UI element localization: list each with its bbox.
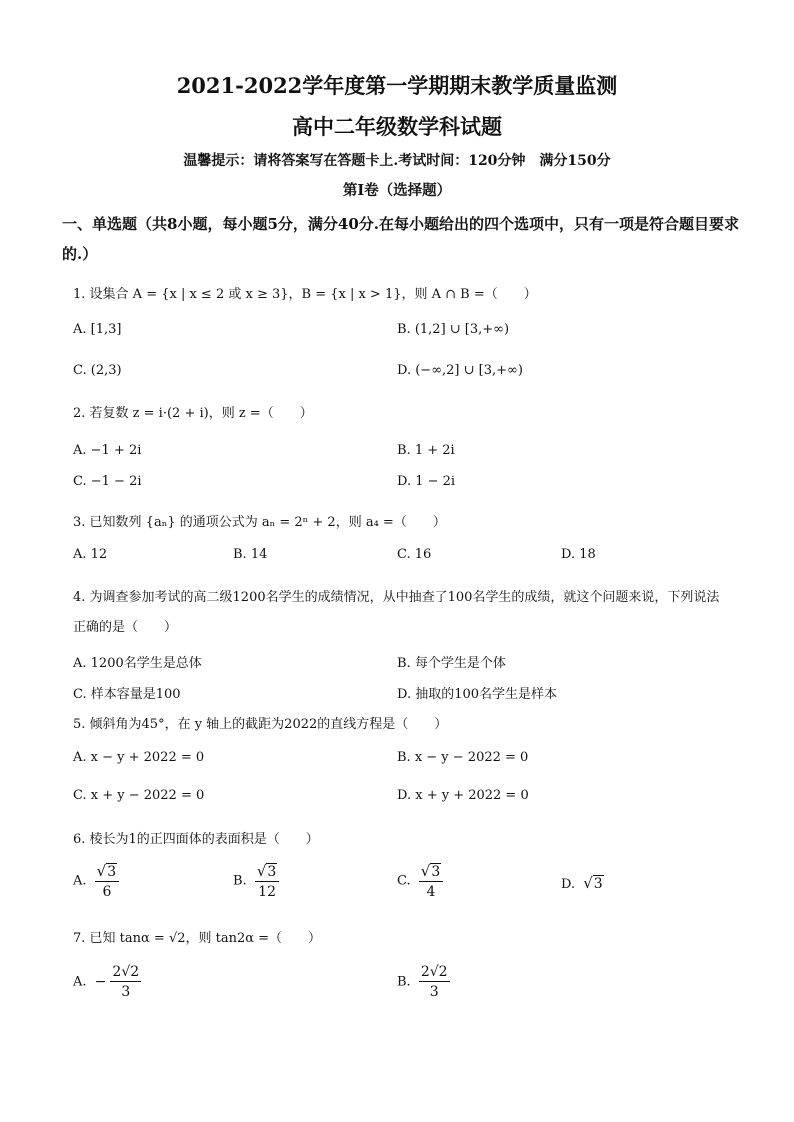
question-1-option-c: C. (2,3)	[73, 363, 122, 378]
sqrt-sign: √	[420, 862, 431, 880]
fraction-denominator: 6	[102, 884, 112, 900]
question-2-option-b: B. 1 + 2i	[397, 443, 455, 458]
question-4-option-b: B. 每个学生是个体	[397, 656, 506, 671]
fraction-denominator: 3	[121, 984, 131, 1000]
question-5-option-b: B. x − y − 2022 = 0	[397, 750, 529, 765]
question-1-option-b: B. (1,2] ∪ [3,+∞)	[397, 322, 510, 337]
question-2-stem: 2. 若复数 z = i·(2 + i)，则 z =（ ）	[73, 406, 313, 421]
question-5-stem: 5. 倾斜角为45°，在 y 轴上的截距为2022的直线方程是（ ）	[73, 717, 448, 732]
question-7-option-b	[397, 964, 450, 1000]
option-label: B.	[233, 873, 247, 889]
question-7-stem: 7. 已知 tanα = √2，则 tan2α =（ ）	[73, 931, 322, 946]
option-label: A.	[73, 873, 87, 889]
option-label: D.	[561, 877, 576, 892]
question-5-option-d: D. x + y + 2022 = 0	[397, 788, 529, 803]
fraction-numerator: 3	[431, 864, 441, 880]
option-label: A.	[73, 974, 87, 990]
option-label: C.	[397, 873, 411, 889]
exam-notice: 温馨提示：请将答案写在答题卡上.考试时间：120分钟 满分150分	[183, 153, 611, 169]
minus-sign: −	[94, 974, 107, 990]
fraction	[419, 862, 443, 900]
sqrt-sign: √	[256, 862, 267, 880]
question-1-option-d: D. (−∞,2] ∪ [3,+∞)	[397, 363, 523, 378]
fraction-denominator: 4	[426, 884, 436, 900]
fraction	[110, 964, 141, 1000]
question-3-option-d: D. 18	[561, 547, 596, 562]
question-6-option-c	[397, 862, 443, 900]
question-6-stem: 6. 棱长为1的正四面体的表面积是（ ）	[73, 832, 319, 847]
question-7-option-a	[73, 964, 141, 1000]
question-3-option-c: C. 16	[397, 547, 432, 562]
question-2-option-c: C. −1 − 2i	[73, 474, 142, 489]
sqrt-sign: √	[96, 862, 107, 880]
question-6-option-a	[73, 862, 119, 900]
question-3-option-a: A. 12	[73, 547, 108, 562]
question-4-stem: 4. 为调查参加考试的高二级1200名学生的成绩情况，从中抽查了100名学生的成绩，就这个问题来说，下列说法正确的是（ ）	[73, 590, 720, 635]
question-4-option-d: D. 抽取的100名学生是样本	[397, 687, 558, 702]
question-2-option-d: D. 1 − 2i	[397, 474, 456, 489]
option-label: B.	[397, 974, 411, 990]
fraction-numerator: 3	[107, 864, 117, 880]
question-5-option-c: C. x + y − 2022 = 0	[73, 788, 205, 803]
question-5-option-a: A. x − y + 2022 = 0	[73, 750, 205, 765]
question-1-option-a: A. [1,3]	[73, 322, 122, 337]
question-1-stem: 1. 设集合 A = {x | x ≤ 2 或 x ≥ 3}，B = {x | x > 1}，则 A ∩ B =（ ）	[73, 287, 537, 302]
question-3-option-b: B. 14	[233, 547, 268, 562]
question-2-option-a: A. −1 + 2i	[73, 443, 142, 458]
fraction-numerator: 2√2	[112, 964, 140, 980]
fraction	[95, 862, 119, 900]
fraction-denominator: 3	[429, 984, 439, 1000]
volume-heading: 第Ⅰ卷（选择题）	[342, 182, 452, 199]
option-value: 3	[593, 876, 603, 892]
fraction	[419, 964, 450, 1000]
fraction	[255, 862, 279, 900]
section-heading: 一、单选题（共8小题，每小题5分，满分40分.在每小题给出的四个选项中，只有一项是符合题目要求的.）	[62, 215, 739, 263]
question-4-option-c: C. 样本容量是100	[73, 687, 181, 702]
question-3-stem: 3. 已知数列 {aₙ} 的通项公式为 aₙ = 2ⁿ + 2，则 a₄ =（ ）	[73, 515, 446, 530]
sqrt-sign: √	[583, 874, 593, 892]
exam-title: 2021-2022学年度第一学期期末教学质量监测	[176, 73, 618, 98]
question-6-option-d	[561, 874, 604, 892]
question-6-option-b	[233, 862, 279, 900]
fraction-denominator: 12	[258, 884, 276, 900]
exam-subtitle: 高中二年级数学科试题	[292, 114, 502, 139]
fraction-numerator: 3	[267, 864, 277, 880]
question-4-option-a: A. 1200名学生是总体	[73, 656, 202, 671]
fraction-numerator: 2√2	[420, 964, 448, 980]
